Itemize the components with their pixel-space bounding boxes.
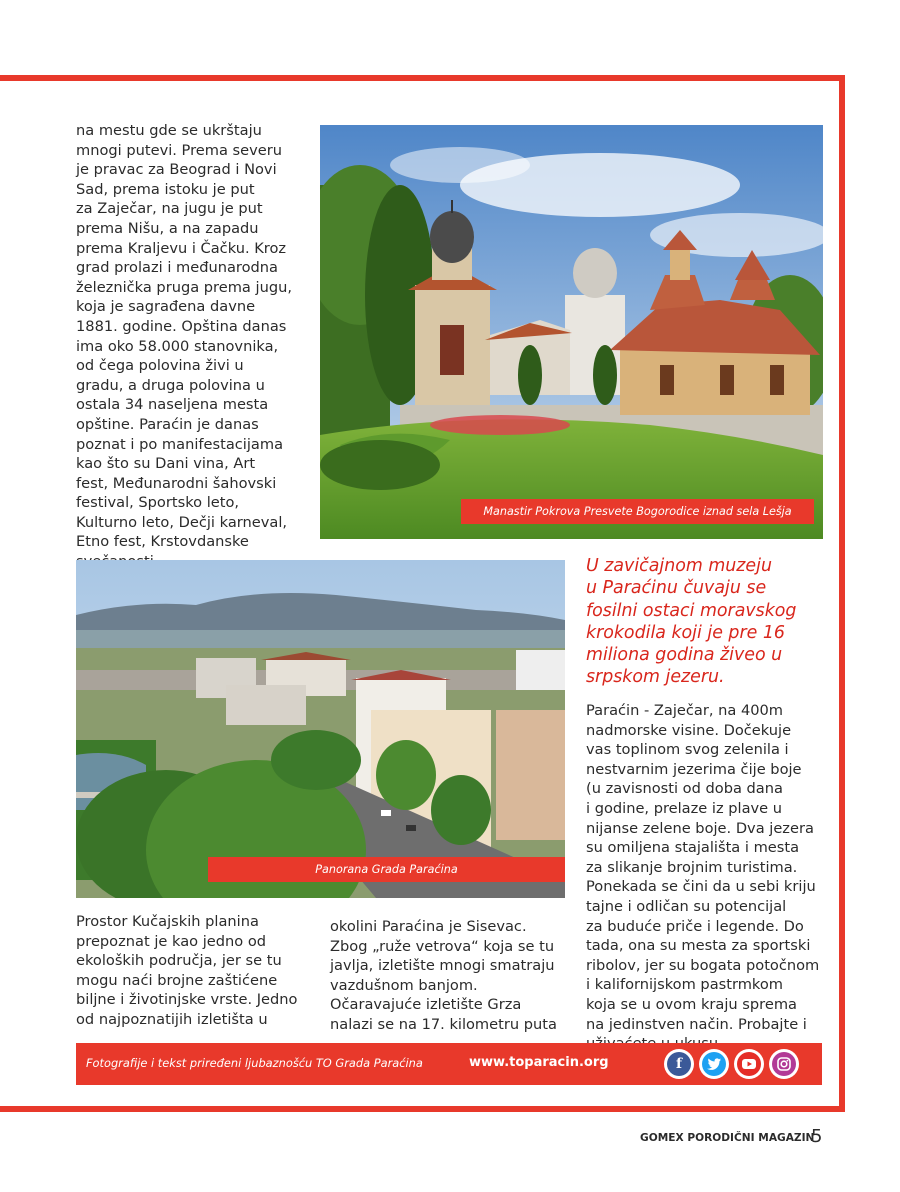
magazine-name: GOMEX PORODIČNI MAGAZIN <box>640 1132 815 1144</box>
website-link[interactable]: www.toparacin.org <box>469 1055 609 1070</box>
monastery-caption: Manastir Pokrova Presvete Bogorodice iznad sela Lešja <box>461 499 814 524</box>
twitter-icon[interactable] <box>699 1049 729 1079</box>
facebook-icon[interactable]: f <box>664 1049 694 1079</box>
article-text-right: Paraćin - Zaječar, na 400m nadmorske visine. Dočekuje vas toplinom svog zelenila i nestvarnim jezerima čije boje (u zavisnosti od doba dana i godine, prelaze iz plave u nijanse zelene boje. Dva jezera su omiljena stajališta i mesta za slikanje brojnim turistima. Ponekada se čini da u sebi kriju tajne i odličan su potencijal za buduće priče i legende. Do tada, ona su mesta za sportski ribolov, jer su bogata potočnom i kalifornijskom pastrmkom koja se u ovom kraju sprema na jedinstven način. Probajte i <box>586 702 820 1033</box>
article-text-left-top: na mestu gde se ukrštaju mnogi putevi. Prema severu je pravac za Beograd i Novi Sad, prema istoku je put za Zaječar, na jugu je put prema Nišu, a na zapadu prema Kraljevu i Čačku. Kroz grad prolazi i međunarodna železnička pruga prema jugu, koja je sagrađena davne 1881. godine. Opština danas ima oko 58.000 stanovnika, od čega polovina živi u gradu, a druga polovina u ostala 34 naseljena mesta opštine. Paraćin je danas poznat i po manifestacijama kao što su Dani vina, Art fest, Međunarodni šahovski festival, Sportsko leto, Kulturno leto, Dečji karneval, Etno fest, Krstovdanske <box>76 122 292 551</box>
panorama-photo <box>76 560 565 898</box>
article-text-bottom-middle: okolini Paraćina je Sisevac. Zbog „ruže vetrova“ koja se tu javlja, izletište mnogi smatraju vazdušnom banjom. Očaravajuće izletište Grza nalazi se na 17. kilometru puta <box>330 918 557 1033</box>
instagram-icon[interactable] <box>769 1049 799 1079</box>
panorama-caption: Panorana Grada Paraćina <box>208 857 565 882</box>
article-text-bottom-left: Prostor Kučajskih planina prepoznat je kao jedno od ekoloških područja, jer se tu mogu naći brojne zaštićene biljne i životinjske vrste. Jedno od najpoznatijih izletišta u <box>76 913 298 1028</box>
monastery-photo <box>320 125 823 539</box>
pull-quote: U zavičajnom muzeju u Paraćinu čuvaju se fosilni ostaci moravskog krokodila koji je pre 16 miliona godina živeo u srpskom jezeru. <box>586 556 797 688</box>
page-number: 5 <box>811 1126 823 1147</box>
frame-border-top <box>0 75 845 81</box>
frame-border-right <box>839 75 845 1112</box>
youtube-icon[interactable] <box>734 1049 764 1079</box>
frame-border-bottom <box>0 1106 845 1112</box>
footer-credit: Fotografije i tekst priređeni ljubaznošću TO Grada Paraćina <box>86 1056 423 1070</box>
footer-bar <box>76 1043 822 1085</box>
